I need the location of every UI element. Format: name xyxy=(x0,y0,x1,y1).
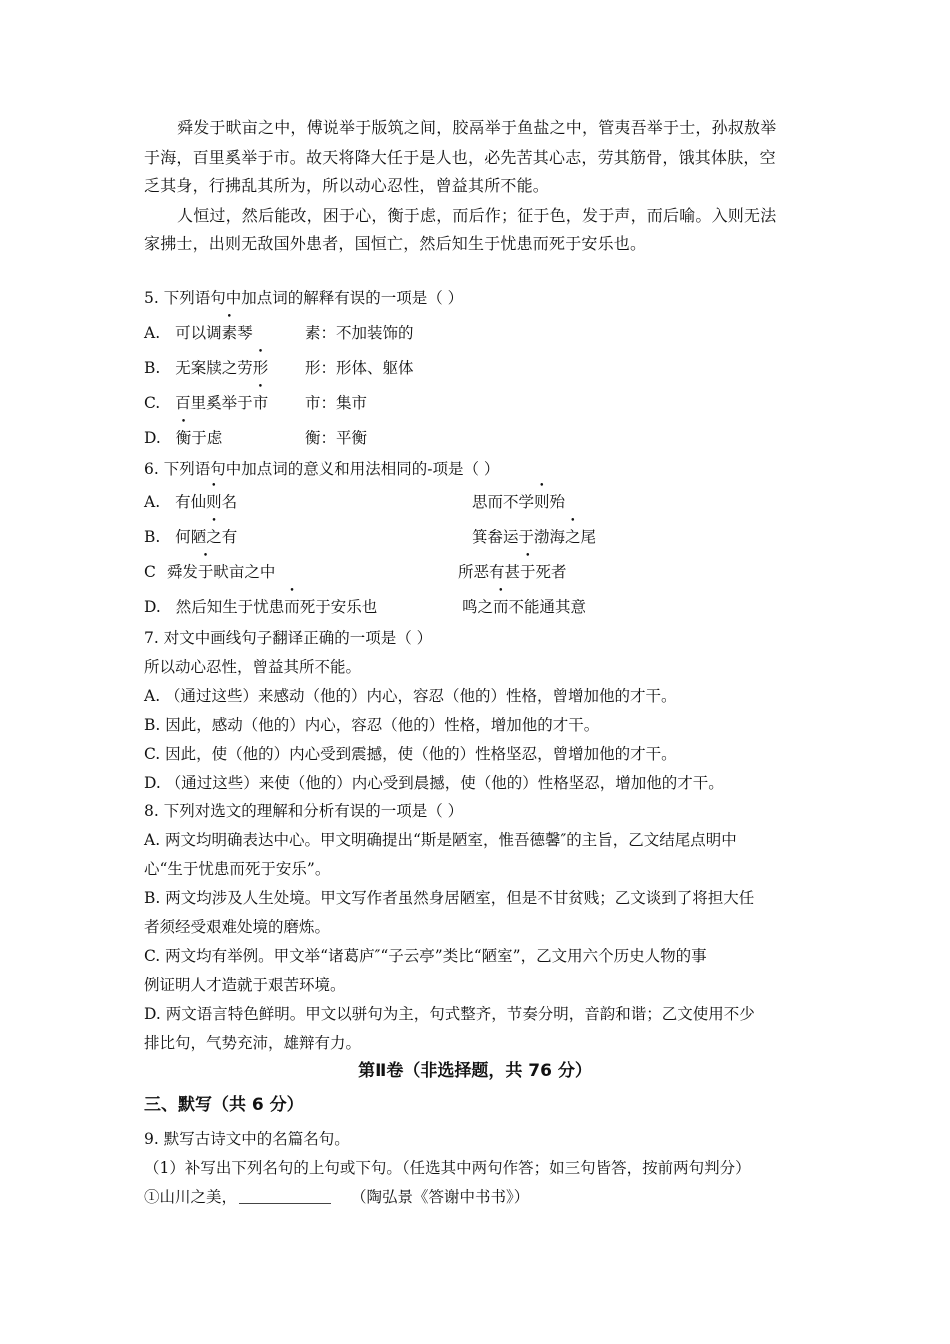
q5-option-c xyxy=(144,393,268,413)
question-9-stem: 9. 默写古诗文中的名篇名句。 xyxy=(144,1130,350,1148)
q8-line: C. 两文均有举例。甲文举“诸葛庐″“子云亭”类比“陋室”，乙文用六个历史人物的事 xyxy=(144,947,707,965)
q5-gloss-d: 衡：平衡 xyxy=(305,429,368,447)
dotted-char: 而 xyxy=(493,598,509,616)
q9-item-1-text: ①山川之美， xyxy=(144,1188,238,1206)
dotted-char: 而 xyxy=(284,598,300,616)
option-text: 所恶有甚 xyxy=(458,563,521,581)
q6-option-c-right xyxy=(458,562,567,582)
q8-line: 心“生于忧患而死于安乐”。 xyxy=(144,860,331,878)
dotted-char: 于 xyxy=(197,563,214,581)
option-text: 有仙 xyxy=(175,493,207,511)
q5-option-d xyxy=(144,428,222,448)
passage-line: 人恒过，然后能改，困于心，衡于虑，而后作；征于色，发于声，而后喻。入则无法 xyxy=(177,206,777,225)
dotted-char: 之 xyxy=(206,528,222,546)
passage-line: 乏其身，行拂乱其所为，所以动心忍性，曾益其所不能。 xyxy=(144,176,550,195)
q6-option-d-right xyxy=(462,597,586,617)
option-text: 箕畚运于渤海 xyxy=(472,528,566,546)
option-text: 于虑 xyxy=(191,429,223,447)
q5-gloss-a: 素：不加装饰的 xyxy=(305,324,414,342)
q7-option-b: B. 因此，感动（他的）内心，容忍（他的）性格，增加他的才干。 xyxy=(144,716,600,734)
option-text: 可以调 xyxy=(175,324,222,342)
question-6-stem: 6. 下列语句中加点词的意义和用法相同的-项是（ ） xyxy=(144,460,500,478)
q6-option-d xyxy=(144,597,377,617)
option-label: D. xyxy=(144,429,161,447)
q7-option-a: A. （通过这些）来感动（他的）内心，容忍（他的）性格，曾增加他的才干。 xyxy=(144,687,677,705)
q7-option-d: D. （通过这些）来使（他的）内心受到晨撼，使（他的）性格坚忍，增加他的才干。 xyxy=(144,774,724,792)
answer-blank[interactable] xyxy=(239,1189,331,1204)
option-text: 何陋 xyxy=(175,528,207,546)
q8-line: 排比句，气势充沛，雄辩有力。 xyxy=(144,1034,362,1052)
option-text: 殆 xyxy=(549,493,566,511)
dotted-char: 形 xyxy=(252,359,269,377)
q5-option-a xyxy=(144,323,253,343)
q9-item-1-source: （陶弘景《答谢中书书》） xyxy=(351,1188,530,1206)
option-text: 死于安乐也 xyxy=(299,598,378,616)
passage-line: 舜发于畎亩之中，傅说举于版筑之间，胶鬲举于鱼盐之中，管夷吾举于士，孙叔敖举 xyxy=(177,118,777,137)
dotted-char: 则 xyxy=(206,493,222,511)
q9-sub1: （1）补写出下列名句的上句或下句。（任选其中两句作答；如三句皆答，按前两句判分） xyxy=(144,1159,751,1177)
question-5-stem: 5. 下列语句中加点词的解释有误的一项是（ ） xyxy=(144,289,464,307)
q5-gloss-b: 形：形体、躯体 xyxy=(305,359,414,377)
question-7-stem: 7. 对文中画线句子翻译正确的一项是（ ） xyxy=(144,629,433,647)
q8-line: B. 两文均涉及人生处境。甲文写作者虽然身居陋室，但是不甘贫贱；乙文谈到了将担大任 xyxy=(144,889,755,907)
q8-line: 例证明人才造就于艰苦环境。 xyxy=(144,976,346,994)
dotted-char: 之 xyxy=(565,528,581,546)
option-label: B. xyxy=(144,528,161,546)
question-8-stem: 8. 下列对选文的理解和分析有误的一项是（ ） xyxy=(144,802,464,820)
q5-gloss-c: 市：集市 xyxy=(305,394,368,412)
option-label: D. xyxy=(144,598,161,616)
option-text: 百里奚举于 xyxy=(175,394,253,412)
option-label: C. xyxy=(144,394,161,412)
q7-sentence: 所以动心忍性，曾益其所不能。 xyxy=(144,658,362,676)
q9-item-1 xyxy=(144,1187,529,1207)
q8-line: D. 两文语言特色鲜明。甲文以骈句为主，句式整齐，节奏分明，音韵和谐；乙文使用不少 xyxy=(144,1005,755,1023)
option-text: 无案牍之劳 xyxy=(175,359,253,377)
option-text: 有 xyxy=(221,528,238,546)
option-text: 鸣之 xyxy=(462,598,494,616)
option-text: 名 xyxy=(221,493,238,511)
option-text: 思而不学 xyxy=(472,493,535,511)
q6-option-b xyxy=(144,527,237,547)
q8-line: A. 两文均明确表达中心。甲文明确提出“斯是陋室，惟吾德馨″的主旨，乙文结尾点明中 xyxy=(144,831,737,849)
q6-option-b-right xyxy=(472,527,596,547)
q5-option-b xyxy=(144,358,268,378)
section-3-title: 三、默写（共 6 分） xyxy=(144,1095,304,1115)
option-text: 不能通其意 xyxy=(508,598,587,616)
dotted-char: 市 xyxy=(252,394,269,412)
option-label: C xyxy=(144,563,156,581)
dotted-char: 于 xyxy=(520,563,536,581)
passage-line: 于海，百里奚举于市。故天将降大任于是人也，必先苦其心志，劳其筋骨，饿其体肤，空 xyxy=(144,148,776,167)
option-text: 琴 xyxy=(237,324,253,342)
q7-option-c: C. 因此，使（他的）内心受到震撼，使（他的）性格坚忍，曾增加他的才干。 xyxy=(144,745,677,763)
section-2-title: 第Ⅱ卷（非选择题，共 76 分） xyxy=(358,1061,592,1081)
option-label: A. xyxy=(144,324,161,342)
dotted-char: 则 xyxy=(534,493,550,511)
q6-option-c xyxy=(144,562,275,582)
option-text: 尾 xyxy=(580,528,597,546)
passage-line: 家拂士，出则无敌国外患者，国恒亡，然后知生于忧患而死于安乐也。 xyxy=(144,234,647,253)
option-text: 然后知生于忧患 xyxy=(175,598,285,616)
option-label: B. xyxy=(144,359,161,377)
option-label: A. xyxy=(144,493,161,511)
q6-option-a xyxy=(144,492,237,512)
option-text: 死者 xyxy=(535,563,567,581)
q8-line: 者须经受艰难处境的磨炼。 xyxy=(144,918,331,936)
dotted-char: 衡 xyxy=(175,429,192,447)
q6-option-a-right xyxy=(472,492,565,512)
option-text: 畎亩之中 xyxy=(213,563,276,581)
dotted-char: 素 xyxy=(221,324,238,342)
option-text: 舜发 xyxy=(166,563,198,581)
